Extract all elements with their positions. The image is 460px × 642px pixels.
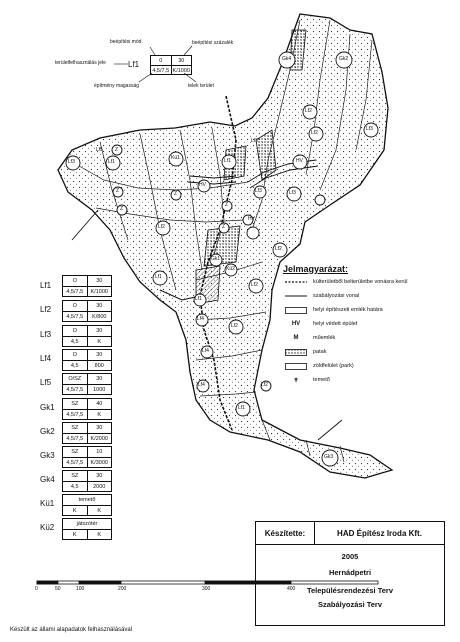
zone-cell: játszótér [76,521,98,527]
zone-cell: 30 [87,350,112,360]
legend-item [285,334,335,342]
settlement-name: Hernádpetri [328,568,372,577]
zone-cell: 30 [87,276,112,286]
legend-item [285,376,330,384]
zone-code: Gk2 [40,427,55,436]
zone-cell: 4,5/7,5 [66,412,84,418]
map-label: Z [225,202,229,208]
zone-cell: K/800 [87,312,112,322]
map-label: Lf1 [195,296,202,302]
green-area-icon [285,363,307,370]
zone-box-lf5 [62,373,112,395]
zone-code: Gk3 [40,451,55,460]
zone-box-gk1 [62,398,112,420]
zone-code: Gk1 [40,403,55,412]
prepared-by-label: Készítette: [256,522,315,544]
top-key-label-building-ratio: beépítési százalék [192,40,234,46]
map-label: Gk3 [324,454,334,460]
zone-code: Kü1 [40,499,55,508]
plan-year: 2005 [341,552,359,561]
top-key-label-building-mode: beépítési mód [110,39,142,45]
zone-cell: 10 [87,447,112,457]
zone-cell: SZ [71,425,79,431]
key-cell: 30 [171,56,192,65]
title-block [255,521,445,626]
zone-cell: 4,5/7,5 [66,436,84,442]
map-label: Z [115,147,119,153]
map-label: Lf3 [68,159,75,165]
zone-cell: O [72,328,77,334]
zone-cell: 800 [87,361,112,371]
map-label: Gk1 [211,256,221,262]
map-label: Kü2 [226,266,235,272]
zone-cell: 1000 [87,385,112,395]
monument-icon: M [293,335,299,341]
map-label: Lf1 [224,158,231,164]
zone-cell: K [87,530,112,540]
zone-code: Lf4 [40,354,52,363]
scale-tick: 50 [55,586,61,592]
zone-cell: K [87,337,112,347]
map-label: Kü1 [171,155,180,161]
zone-box-gk2 [62,422,112,444]
zone-cell: 30 [87,374,112,384]
plan-name-2: Szabályozási Terv [317,600,383,609]
map-label: Lf3 [255,188,262,194]
plan-name-1: Településrendezési Terv [306,586,393,595]
zone-cell: SZ [71,473,79,479]
top-key-label-height: építmény magasság [94,83,140,89]
map-label: Gk4 [282,56,292,62]
zone-code: Lf3 [40,330,52,339]
zone-cell: 4,5/7,5 [66,289,84,295]
zone-code: Gk4 [40,475,55,484]
legend-label: szabályozási vonal [313,293,360,299]
map-label: Lf3 [289,190,296,196]
map-label: Z [222,224,226,230]
scale-tick: 300 [202,586,211,592]
zone-cell: 2000 [87,482,112,492]
zone-cell: 4,5 [70,484,79,490]
zone-box-lf1 [62,275,112,297]
scale-tick: 400 [287,586,296,592]
legend-label: patak [313,349,327,355]
legend-item [285,292,359,300]
map-label: Lf3 [366,126,373,132]
zone-cell: 30 [87,423,112,433]
map-label: Z [116,188,120,194]
zone-cell: O/SZ [68,376,82,382]
zone-cell: 4,5/7,5 [66,460,84,466]
legend-label: temető [313,377,330,383]
company-name: HAD Építész Iroda Kft. [337,528,422,538]
map-label: Lf5 [96,147,103,153]
zone-code: Lf2 [40,305,52,314]
stream-icon [285,349,307,356]
legend-item [285,306,383,314]
zone-cell: 30 [87,326,112,336]
scale-tick: 0 [35,586,38,592]
boundary-dashed-icon [285,279,307,286]
map-label: Lf1 [108,159,115,165]
legend-label: műemlék [313,335,336,341]
zone-code: Lf1 [40,281,52,290]
map-label: Lf4 [198,382,205,388]
zone-box-ku2 [62,518,112,540]
top-key-label-plot-area: telek terület [188,83,214,89]
legend-label: külterületből belterületbe vonásra kerül [313,279,408,285]
map-label: HV [296,158,303,164]
zone-box-gk4 [62,470,112,492]
zone-cell: 40 [87,399,112,409]
map-label: HV [199,182,206,188]
map-label: Lf4 [197,316,204,322]
legend-item [285,348,326,356]
zone-box-ku1 [62,494,112,516]
map-label: Lf2 [231,323,238,329]
map-label: Lf1 [155,274,162,280]
heritage-boundary-icon [285,307,307,314]
map-label: Lf2 [158,224,165,230]
map-label: HV [248,216,255,222]
zone-cell: O [72,352,77,358]
zone-cell: O [72,303,77,309]
top-key-zone-code: Lf1 [128,60,140,69]
map-label: Lf2 [261,382,268,388]
cemetery-cross-icon: ✝ [293,377,299,384]
zone-cell: SZ [71,449,79,455]
zone-cell: O [72,278,77,284]
zone-cell: K [72,508,77,514]
map-label: Lf4 [202,348,209,354]
map-label: Z [174,191,178,197]
zone-cell: 4,5 [70,339,79,345]
map-label: Lf1 [238,405,245,411]
zone-cell: 30 [87,471,112,481]
map-label: Lf2 [275,246,282,252]
scale-tick: 200 [118,586,127,592]
map-label: Lf2 [251,282,258,288]
zone-cell: 4,5/7,5 [66,314,84,320]
zone-box-lf2 [62,300,112,322]
zone-cell: K/2000 [87,434,112,444]
legend-title: Jelmagyarázat: [283,264,349,274]
legend-item [285,278,407,286]
scale-tick: 100 [76,586,85,592]
legend-label: helyi védett épület [313,321,358,327]
zone-cell: 30 [87,301,112,311]
legend-label: zöldfelület (park) [313,363,354,369]
map-label: Lf3 [251,138,258,144]
legend-label: helyi építészeti emlék határa [313,307,383,313]
zone-cell: K [72,532,77,538]
zone-cell: K/3000 [87,458,112,468]
key-cell: 4,5/7,5 [152,67,170,74]
footer-note: Készült az állami alapadatok felhasználásával [10,627,133,633]
zone-box-lf4 [62,349,112,371]
zone-cell: K/1000 [87,287,112,297]
zone-cell: 4,5/7,5 [66,387,84,393]
map-label: Lf2 [305,108,312,114]
zone-code: Kü2 [40,523,55,532]
zone-cell: K [87,410,112,420]
zone-cell: SZ [71,401,79,407]
key-cell: 0 [159,57,163,64]
zone-code: Lf5 [40,378,52,387]
zone-cell: temető [78,497,96,503]
protected-building-icon: HV [291,321,301,327]
zone-cell: K [87,506,112,516]
map-label: Lf2 [311,130,318,136]
legend-item [285,320,357,328]
zone-box-lf3 [62,325,112,347]
map-label: Gk2 [339,56,349,62]
zone-box-gk3 [62,446,112,468]
regulation-line-icon [285,293,307,300]
key-cell: K/1000 [171,66,192,75]
zone-cell: 4,5 [70,363,79,369]
legend-item [285,362,354,370]
map-label: Z [120,206,124,212]
top-key-label-land-use: területfelhasználás jele [55,60,106,66]
